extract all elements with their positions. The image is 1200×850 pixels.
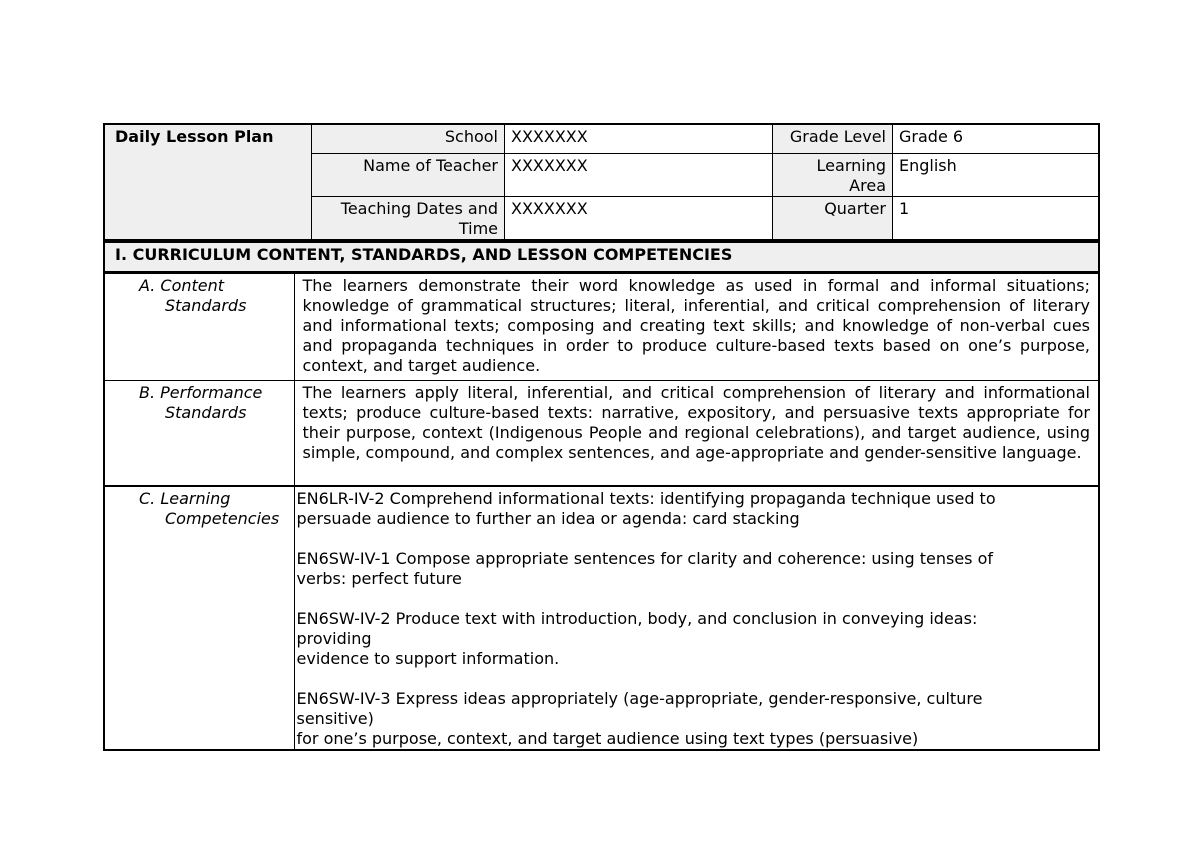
performance-standards-text: The learners apply literal, inferential, and critical comprehension of literary and informational texts; produce culture-based texts: narrative, expository, and persuasive texts appropriate for their purpose, context (Indigenous People and regional celebrations), and target audience, using simple, compound, and complex sentences, and age-appropriate and gender-sensitive language.	[302, 383, 1090, 462]
dates-value: XXXXXXX	[511, 199, 588, 218]
quarter-value-cell	[893, 197, 1100, 241]
school-label-cell	[312, 124, 505, 154]
competency-line: EN6SW-IV-3 Express ideas appropriately (age-appropriate, gender-responsive, culture	[296, 689, 983, 708]
learning-area-value: English	[899, 156, 957, 175]
learning-area-value-cell	[893, 154, 1100, 197]
grade-label-cell	[773, 124, 893, 154]
teacher-label: Name of Teacher	[363, 156, 498, 175]
school-value-cell	[505, 124, 773, 154]
learning-competencies-label-line1: C. Learning	[139, 489, 231, 508]
quarter-label: Quarter	[824, 199, 886, 218]
standards-table	[103, 273, 1100, 751]
content-standards-text-cell	[294, 274, 1099, 381]
learning-area-label-cell	[773, 154, 893, 197]
competency-line: providing	[296, 629, 372, 648]
competency-line: for one’s purpose, context, and target audience using text types (persuasive)	[296, 729, 919, 748]
competency-line: evidence to support information.	[296, 649, 560, 668]
plan-title: Daily Lesson Plan	[115, 127, 274, 146]
content-standards-label-cell	[104, 274, 294, 381]
learning-area-label-line1: Learning	[816, 156, 886, 175]
teacher-label-cell	[312, 154, 505, 197]
performance-standards-label-line1: B. Performance	[139, 383, 263, 402]
content-standards-text: The learners demonstrate their word knowledge as used in formal and informal situations; knowledge of grammatical structures; literal, inferential, and critical comprehension of literary and informational texts; composing and creating text skills; and knowledge of non-verbal cues and propaganda techniques in order to produce culture-based texts based on one’s purpose, context, and target audience.	[302, 276, 1090, 375]
section-title: I. CURRICULUM CONTENT, STANDARDS, AND LESSON COMPETENCIES	[115, 245, 733, 264]
content-standards-label-line2: Standards	[165, 296, 247, 315]
school-value: XXXXXXX	[511, 127, 588, 146]
quarter-value: 1	[899, 199, 910, 218]
learning-competencies-label-line2: Competencies	[165, 509, 280, 528]
competency-line: verbs: perfect future	[296, 569, 462, 588]
teacher-value-cell	[505, 154, 773, 197]
grade-value: Grade 6	[899, 127, 964, 146]
competency-line: sensitive)	[296, 709, 374, 728]
grade-label: Grade Level	[789, 127, 886, 146]
performance-standards-label-cell	[104, 381, 294, 487]
learning-competencies-label-cell	[104, 486, 294, 750]
lesson-plan-header	[103, 123, 1100, 241]
section-header	[103, 241, 1100, 273]
dates-label-line1: Teaching Dates and	[340, 199, 498, 218]
competency-line: EN6SW-IV-2 Produce text with introduction, body, and conclusion in conveying ideas:	[296, 609, 978, 628]
dates-label-line2: Time	[458, 219, 498, 238]
learning-area-label-line2: Area	[849, 176, 886, 195]
competency-line: persuade audience to further an idea or agenda: card stacking	[296, 509, 800, 528]
competency-item	[297, 689, 1091, 749]
competency-item	[297, 489, 1091, 529]
competency-line: EN6LR-IV-2 Comprehend informational texts: identifying propaganda technique used to	[296, 489, 996, 508]
dates-label-cell	[312, 197, 505, 241]
grade-value-cell	[893, 124, 1100, 154]
plan-title-cell	[104, 124, 312, 240]
section-title-cell	[104, 242, 1099, 272]
competency-line: EN6SW-IV-1 Compose appropriate sentences for clarity and coherence: using tenses of	[296, 549, 993, 568]
dates-value-cell	[505, 197, 773, 241]
competency-item	[297, 609, 1091, 669]
content-standards-label-line1: A. Content	[139, 276, 225, 295]
school-label: School	[444, 127, 498, 146]
performance-standards-text-cell	[294, 381, 1099, 487]
quarter-label-cell	[773, 197, 893, 241]
performance-standards-label-line2: Standards	[165, 403, 247, 422]
competency-item	[297, 549, 1091, 589]
teacher-value: XXXXXXX	[511, 156, 588, 175]
learning-competencies-list	[294, 486, 1099, 750]
